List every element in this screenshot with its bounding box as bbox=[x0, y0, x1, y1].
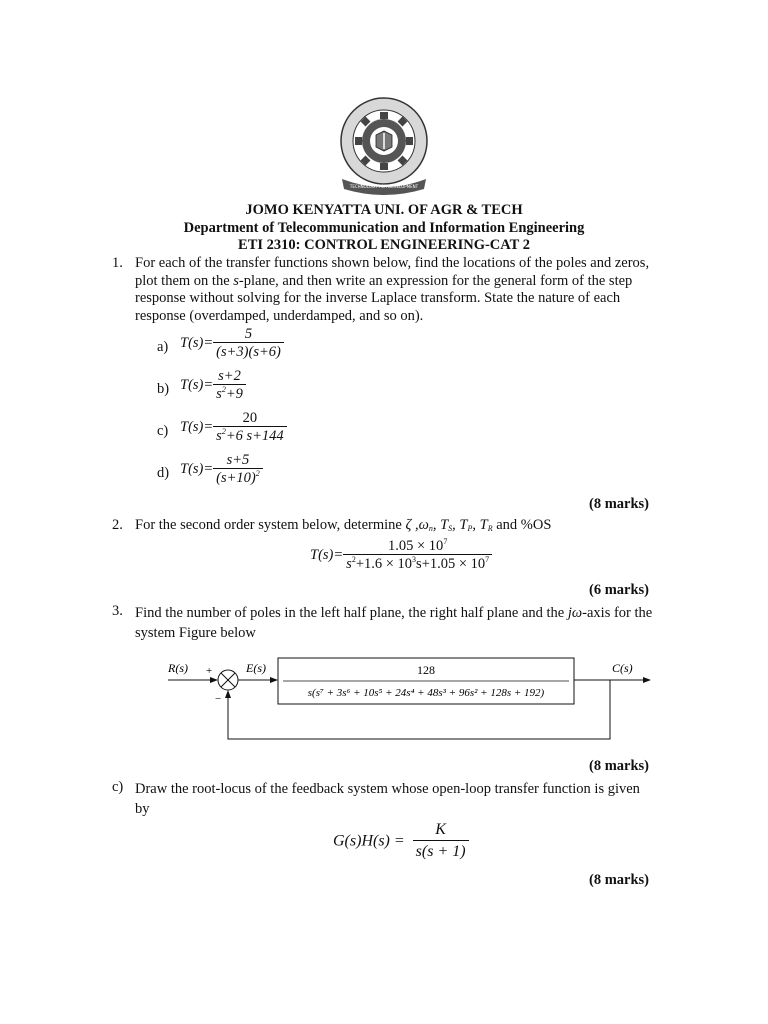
q2-equation: T(s)= $\frac{1.05 \times 10^7}{s^2+1.6 \times 10^3s+1.05 \times 10^7}$ bbox=[310, 538, 492, 573]
input-label: R(s) bbox=[168, 661, 188, 675]
plant-denominator: s(s⁷ + 3s⁶ + 10s⁵ + 24s⁴ + 48s³ + 96s² + 128s + 192) bbox=[307, 687, 545, 699]
q1a-label: a) bbox=[157, 339, 169, 355]
q1-marks: (8 marks) bbox=[588, 496, 649, 512]
university-name: JOMO KENYATTA UNI. OF AGR & TECH bbox=[245, 202, 523, 218]
q3-text: Find the number of poles in the left half plane, the right half plane and the jω-axis for the system Figure below bbox=[135, 605, 653, 641]
course-title: ETI 2310: CONTROL ENGINEERING-CAT 2 bbox=[238, 237, 530, 253]
output-label: C(s) bbox=[612, 661, 633, 675]
q1-number: 1. bbox=[112, 255, 123, 271]
qc-number: c) bbox=[112, 779, 124, 795]
department-name: Department of Telecommunication and Information Engineering bbox=[183, 220, 585, 236]
svg-text:TECHNOLOGY FOR DEVELOPMENT: TECHNOLOGY FOR DEVELOPMENT bbox=[349, 184, 419, 189]
minus-sign: − bbox=[215, 693, 222, 705]
q1d-label: d) bbox=[157, 465, 170, 481]
q1c-equation: T(s)= $\frac{20}{s^2+6 s+144}$ bbox=[180, 410, 287, 445]
q1b-equation: T(s)= $\frac{s+2}{s^2+9}$ bbox=[180, 368, 246, 403]
q1c-label: c) bbox=[157, 423, 169, 439]
q1d-equation: T(s)= $\frac{s+5}{(s+10)^2}$ bbox=[180, 452, 263, 487]
q1b-label: b) bbox=[157, 381, 170, 397]
q3-number: 3. bbox=[112, 603, 123, 619]
q2-text: For the second order system below, determine ζ $,\omega_n$, $T_S$, $T_P$, $T_R$ and %OS bbox=[135, 517, 552, 533]
plus-sign: + bbox=[206, 665, 213, 677]
qc-text: Draw the root-locus of the feedback system whose open-loop transfer function is given by bbox=[135, 781, 640, 817]
qc-marks: (8 marks) bbox=[588, 872, 649, 888]
error-label: E(s) bbox=[246, 661, 266, 675]
q2-marks: (6 marks) bbox=[588, 582, 649, 598]
qc-equation: G(s)H(s) = $\frac{K}{s(s + 1)}$ bbox=[333, 820, 469, 863]
feedback-block-diagram bbox=[160, 652, 660, 744]
q1a-equation: T(s)= $\frac{5}{(s+3)(s+6)}$ bbox=[180, 326, 284, 361]
q1-text: For each of the transfer functions shown below, find the locations of the poles and zeros, plot them on the s-plane, and then write an expression for the general form of the step response without solving for the inverse Laplace transform. State the nature of each response (overdamped, underdamped, and so on). bbox=[135, 255, 650, 324]
plant-numerator: 128 bbox=[417, 663, 435, 677]
q3-marks: (8 marks) bbox=[588, 758, 649, 774]
university-logo bbox=[338, 95, 430, 195]
q2-number: 2. bbox=[112, 517, 123, 533]
